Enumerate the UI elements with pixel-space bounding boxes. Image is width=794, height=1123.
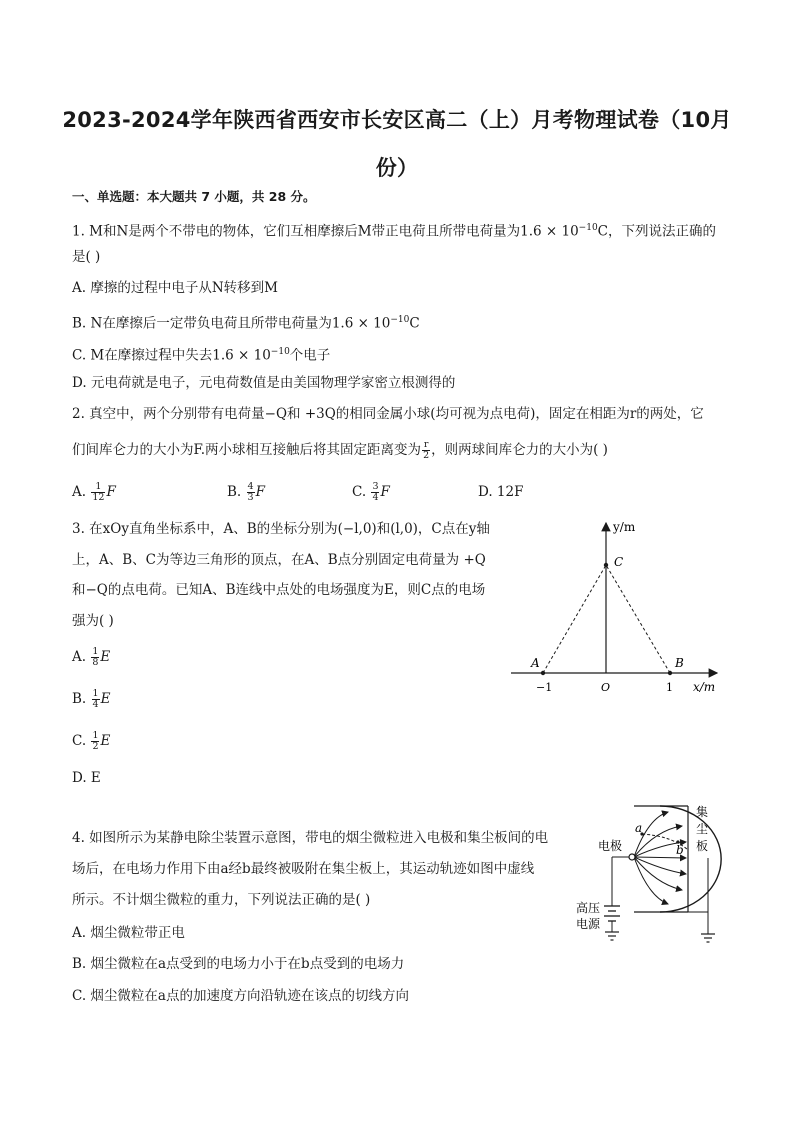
q1-option-c (72, 342, 330, 366)
q4-option-c: C. 烟尘微粒在a点的加速度方向沿轨迹在该点的切线方向 (72, 988, 409, 1004)
section-heading: 一、单选题：本大题共 7 小题，共 28 分。 (72, 189, 316, 204)
q3-option-b: B. $\frac{1}{4}$ E (72, 688, 111, 710)
q3-option-d: D. E (72, 770, 101, 786)
title-line-1: 2023-2024学年陕西省西安市长安区高二（上）月考物理试卷（10月 (62, 108, 732, 132)
q1-option-d: D. 元电荷就是电子，元电荷数值是由美国物理学家密立根测得的 (72, 375, 456, 391)
q3-label-b: B (675, 656, 684, 670)
q3-label-c: C (614, 555, 624, 569)
q1-stem-tail: C，下列说法正确的 (597, 223, 717, 240)
q4-figure (572, 800, 732, 950)
q3-option-a-fraction: $\frac{1}{8}$ (92, 646, 99, 668)
q2-option-b: B. $\frac{4}{3}$ F (227, 481, 265, 503)
q4-option-a: A. 烟尘微粒带正电 (72, 925, 185, 941)
q4-power-label-2: 电源 (576, 917, 601, 931)
q1-stem-line-1 (72, 218, 716, 242)
q4-stem-line-3: 所示。不计烟尘微粒的重力，下列说法正确的是( ) (72, 892, 371, 908)
q3-stem-line-4: 强为( ) (72, 613, 114, 629)
q4-label-a: a (635, 821, 643, 835)
q4-option-b: B. 烟尘微粒在a点受到的电场力小于在b点受到的电场力 (72, 956, 405, 972)
q1-option-c-tail: 个电子 (289, 347, 331, 364)
q1-stem-line-2: 是( ) (72, 249, 101, 265)
q1-option-a: A. 摩擦的过程中电子从N转移到M (72, 280, 278, 296)
q2-option-c: C. $\frac{3}{4}$ F (352, 481, 390, 503)
q2-stem-line-2 (72, 440, 608, 461)
q4-plate-label-3: 板 (696, 839, 709, 853)
q4-stem-line-2: 场后，在电场力作用下由a经b最终被吸附在集尘板上，其运动轨迹如图中虚线 (72, 861, 535, 877)
q3-tick-neg: −1 (536, 681, 553, 694)
q2-option-a-fraction: $\frac{1}{12}$ (92, 481, 105, 503)
q3-tick-pos: 1 (666, 681, 673, 694)
q2-option-c-fraction: $\frac{3}{4}$ (372, 481, 379, 503)
q3-side-ac (543, 565, 606, 673)
q2-option-a: A. $\frac{1}{12}$ F (72, 481, 116, 503)
exam-title (60, 96, 734, 192)
q3-stem-line-1: 3. 在xOy直角坐标系中，A、B的坐标分别为(−l,0)和(l,0)，C点在y轴 (72, 521, 490, 537)
q3-option-c-fraction: $\frac{1}{2}$ (92, 730, 99, 752)
q2-stem-line-1: 2. 真空中，两个分别带有电荷量−Q和 +3Q的相同金属小球(均可视为点电荷)，固定在相距为r的两处，它 (72, 406, 704, 422)
q4-field-line (634, 857, 686, 858)
q2-stem-text: 们间库仑力的大小为F.两小球相互接触后将其固定距离变为 (72, 442, 422, 458)
q4-stem-line-1: 4. 如图所示为某静电除尘装置示意图，带电的烟尘微粒进入电极和集尘板间的电 (72, 830, 549, 846)
q3-point-b (668, 671, 672, 675)
q2-fraction: $\frac{r}{2}$ (423, 439, 430, 461)
q1-option-c-exponent: −10 (270, 347, 290, 357)
q1-option-b-text: B. N在摩擦后一定带负电荷且所带电荷量为1.6 × 10 (72, 315, 391, 332)
q4-collector-plate (660, 806, 721, 912)
q3-side-bc (606, 565, 670, 673)
q3-option-b-fraction: $\frac{1}{4}$ (92, 688, 99, 710)
q3-figure (505, 515, 725, 695)
q3-label-a: A (531, 656, 540, 670)
q3-stem-line-3: 和−Q的点电荷。已知A、B连线中点处的电场强度为E，则C点的电场 (72, 582, 486, 598)
q4-power-label-1: 高压 (576, 901, 601, 915)
q2-stem-tail: ，则两球间库仑力的大小为( ) (431, 442, 608, 458)
q4-plate-label-1: 集 (696, 805, 709, 819)
q2-option-b-fraction: $\frac{4}{3}$ (247, 481, 254, 503)
q1-option-b (72, 310, 420, 334)
q4-plate-label-2: 尘 (696, 822, 709, 836)
q3-point-a (541, 671, 545, 675)
q3-point-c (604, 563, 608, 567)
q3-tick-origin: O (601, 681, 611, 694)
q4-electrode (629, 854, 635, 860)
q3-stem-line-2: 上，A、B、C为等边三角形的顶点，在A、B点分别固定电荷量为 +Q (72, 552, 486, 568)
q3-option-a: A. $\frac{1}{8}$ E (72, 646, 111, 668)
q1-option-b-unit: C (409, 315, 420, 332)
q3-y-axis-label: y/m (613, 520, 636, 534)
q4-label-b: b (676, 843, 684, 857)
q4-electrode-label: 电极 (598, 839, 623, 853)
q3-option-c: C. $\frac{1}{2}$ E (72, 730, 111, 752)
q1-stem-exponent: −10 (578, 223, 598, 233)
q2-option-d: D. 12F (478, 484, 524, 500)
title-line-2: 份） (375, 156, 419, 180)
q3-x-axis-label: x/m (693, 680, 716, 694)
q1-option-c-text: C. M在摩擦过程中失去1.6 × 10 (72, 347, 271, 364)
q1-option-b-exponent: −10 (390, 315, 410, 325)
q1-stem-text: 1. M和N是两个不带电的物体，它们互相摩擦后M带正电荷且所带电荷量为1.6 × 10 (72, 223, 579, 240)
